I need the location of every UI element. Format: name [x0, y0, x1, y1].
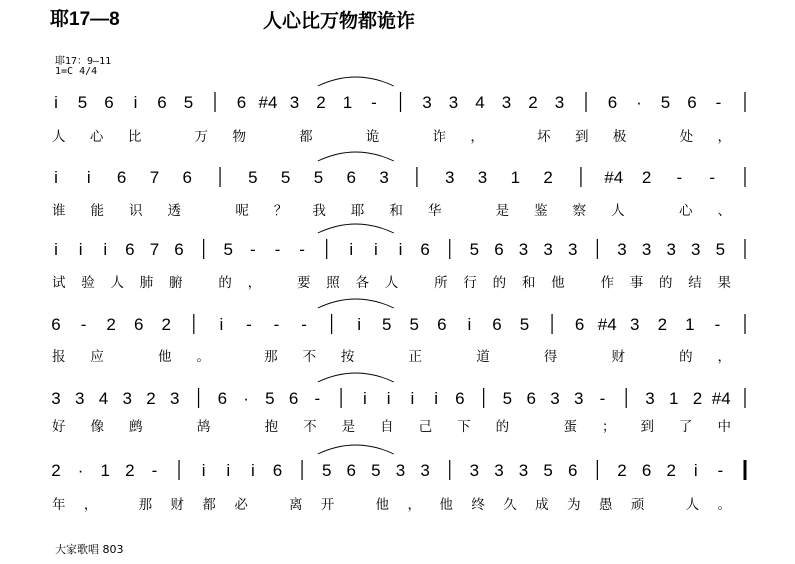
lyrics-line: 报应 他。 那不按 正 道 得 财 的，: [52, 349, 731, 365]
note: 6: [51, 315, 61, 334]
note: ·: [243, 389, 249, 408]
slur: [318, 373, 394, 382]
note: 5: [223, 240, 233, 259]
note: 1: [510, 168, 521, 187]
note: 4: [475, 93, 485, 112]
note: i: [357, 315, 362, 334]
note: 6: [174, 240, 184, 259]
note: -: [715, 93, 722, 112]
note: 2: [106, 315, 116, 334]
note: 1: [342, 93, 353, 112]
note: 6: [157, 93, 167, 112]
score-line: [52, 224, 745, 291]
note: -: [709, 168, 716, 187]
note: 6: [133, 315, 144, 334]
note: 3: [289, 93, 300, 112]
note: 6: [125, 240, 135, 259]
note: 1: [668, 389, 679, 408]
note: 6: [492, 315, 502, 334]
note: 2: [51, 461, 61, 480]
slur: [318, 445, 394, 454]
key-time-signature: 1=C 4/4: [55, 66, 98, 77]
note: 3: [494, 461, 504, 480]
note: 5: [469, 240, 480, 259]
note: 6: [455, 389, 465, 408]
note: 5: [660, 93, 671, 112]
note: i: [219, 315, 224, 334]
note: 6: [687, 93, 697, 112]
note: 3: [501, 93, 512, 112]
note: 3: [554, 93, 565, 112]
note: -: [717, 461, 724, 480]
note: 2: [641, 168, 652, 187]
note: 2: [692, 389, 703, 408]
note: i: [78, 240, 83, 259]
note: i: [374, 240, 378, 259]
note: 3: [641, 240, 652, 259]
note: 2: [528, 93, 538, 112]
score-line: [52, 77, 745, 145]
note: 3: [469, 461, 480, 480]
score-line: [51, 445, 745, 513]
note: i: [103, 240, 108, 259]
note: i: [410, 389, 415, 408]
note: i: [54, 168, 58, 187]
note: 5: [409, 315, 420, 334]
note: 6: [346, 461, 357, 480]
note: -: [246, 315, 252, 334]
note: 3: [422, 93, 432, 112]
note: -: [273, 315, 280, 334]
note: 6: [217, 389, 228, 408]
note: -: [371, 93, 377, 112]
note: 5: [313, 168, 324, 187]
note: ·: [77, 461, 84, 480]
note: 4: [98, 389, 109, 408]
note: i: [693, 461, 698, 480]
note: 2: [146, 389, 156, 408]
note: 3: [448, 93, 459, 112]
note: 6: [346, 168, 357, 187]
note: -: [151, 461, 158, 480]
note: 3: [518, 461, 529, 480]
note: 6: [437, 315, 447, 334]
slur: [318, 77, 394, 86]
note: i: [86, 168, 91, 187]
note: 7: [149, 168, 160, 187]
note: 5: [381, 315, 392, 334]
note: -: [714, 315, 721, 334]
note: 5: [183, 93, 194, 112]
slur: [318, 224, 394, 233]
note: 6: [272, 461, 283, 480]
note: -: [299, 240, 305, 259]
note: i: [250, 461, 255, 480]
note: 6: [607, 93, 618, 112]
note: i: [386, 389, 391, 408]
note: 2: [657, 315, 668, 334]
lyrics-line: 人心比 万物 都 诡 诈， 坏到极 处，: [52, 129, 731, 145]
note: #4: [604, 168, 624, 187]
note: 6: [104, 93, 114, 112]
note: -: [599, 389, 606, 408]
lyrics-line: 好像鹧 鸪 抱不是自己下的 蛋；到了中: [52, 419, 731, 435]
lyrics-line: 试验人肺腑 的， 要照各人 所行的和他 作事的结果: [52, 275, 731, 291]
note: i: [133, 93, 138, 112]
note: 5: [371, 461, 381, 480]
note: 6: [526, 389, 536, 408]
note: 3: [379, 168, 389, 187]
note: 3: [550, 389, 560, 408]
note: 6: [641, 461, 652, 480]
note: 6: [116, 168, 127, 187]
note: 6: [182, 168, 192, 187]
note: i: [398, 240, 403, 259]
note: 5: [321, 461, 332, 480]
note: i: [467, 315, 472, 334]
note: 3: [444, 168, 455, 187]
note: 3: [645, 389, 655, 408]
note: i: [434, 389, 439, 408]
note: 5: [77, 93, 88, 112]
score-line: [51, 299, 745, 365]
note: 6: [420, 240, 430, 259]
scripture-reference-title: 耶17—8: [50, 9, 120, 30]
lyrics-line: 年， 那财都必 离开 他，他终久成为愚顽 人。: [52, 497, 732, 513]
note: i: [54, 240, 58, 259]
note: -: [250, 240, 256, 259]
note: #4: [711, 389, 731, 408]
note: i: [349, 240, 354, 259]
note: 3: [170, 389, 180, 408]
note: 5: [502, 389, 513, 408]
note: i: [362, 389, 367, 408]
scripture-range: 耶17：9—11: [55, 56, 112, 67]
note: 7: [149, 240, 160, 259]
note: 5: [715, 240, 726, 259]
note: 3: [691, 240, 701, 259]
note: 6: [288, 389, 299, 408]
note: -: [274, 240, 281, 259]
note: 3: [518, 240, 529, 259]
note: 3: [630, 315, 640, 334]
note: 6: [568, 461, 578, 480]
note: 3: [543, 240, 553, 259]
note: 3: [568, 240, 578, 259]
score-line: [52, 152, 745, 219]
note: i: [201, 461, 206, 480]
note: 3: [122, 389, 133, 408]
note: 3: [573, 389, 584, 408]
note: 5: [280, 168, 291, 187]
note: 6: [236, 93, 247, 112]
note: i: [54, 93, 58, 112]
note: ·: [636, 93, 642, 112]
note: 3: [666, 240, 676, 259]
note: 2: [666, 461, 676, 480]
note: 1: [100, 461, 110, 480]
note: 2: [161, 315, 171, 334]
slur: [318, 152, 394, 161]
note: 5: [519, 315, 530, 334]
note: -: [314, 389, 321, 408]
lyrics-line: 谁能识透 呢？我耶和华 是鉴察人 心、: [52, 203, 731, 219]
note: 5: [248, 168, 258, 187]
note: #4: [258, 93, 278, 112]
note: #4: [597, 315, 617, 334]
note: -: [301, 315, 307, 334]
note: 2: [617, 461, 627, 480]
note: 2: [125, 461, 135, 480]
song-title: 人心比万物都诡诈: [263, 11, 416, 32]
note: 3: [420, 461, 430, 480]
note: 5: [265, 389, 275, 408]
note: 5: [543, 461, 553, 480]
note: 3: [395, 461, 406, 480]
note: 6: [574, 315, 585, 334]
note: 3: [51, 389, 61, 408]
source-footer: 大家歌唱 803: [55, 543, 124, 556]
score-line: [51, 373, 745, 435]
note: 3: [477, 168, 488, 187]
note: 2: [543, 168, 553, 187]
note: i: [226, 461, 231, 480]
note: -: [80, 315, 87, 334]
note: 6: [494, 240, 504, 259]
note: 3: [75, 389, 85, 408]
note: -: [676, 168, 683, 187]
slur: [318, 299, 394, 308]
note: 3: [617, 240, 627, 259]
note: 1: [685, 315, 695, 334]
note: 2: [316, 93, 326, 112]
